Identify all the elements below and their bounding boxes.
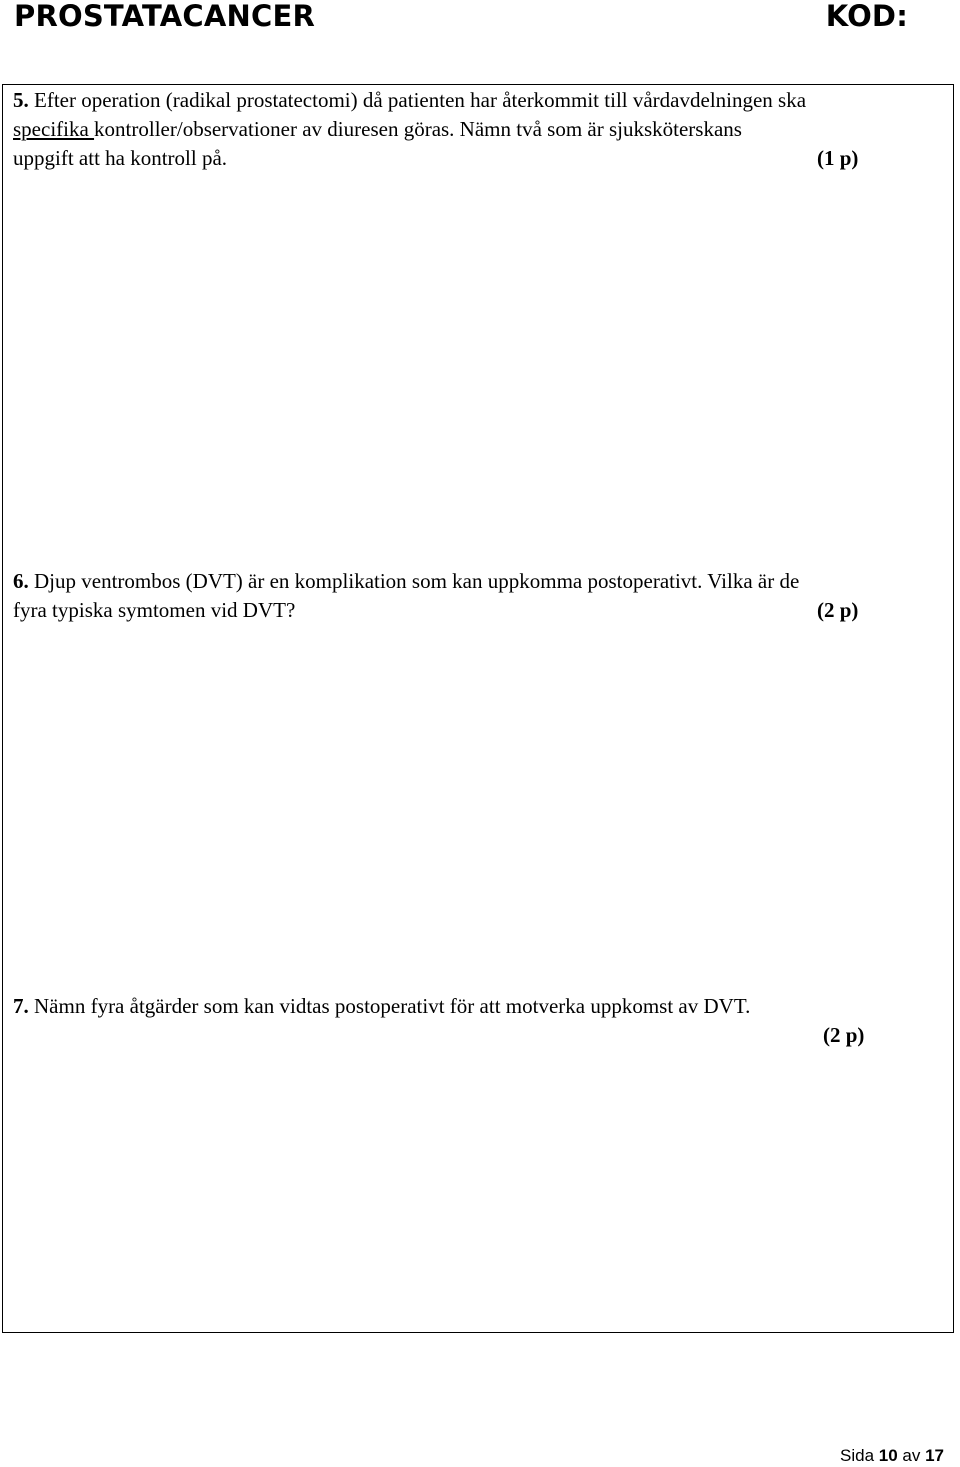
question-points: (1 p) [817,146,859,170]
question-5 [13,86,943,173]
underlined-word: specifika [13,117,95,141]
question-text: kontroller/observationer av diuresen göras. Nämn två som är sjuksköterskans [94,117,742,141]
current-page: 10 [878,1446,898,1465]
question-5-line-2 [13,115,943,144]
question-6 [13,567,943,625]
footer-prefix: Sida [840,1446,879,1465]
exam-subject: PROSTATACANCER [14,0,316,33]
page-header [14,0,908,34]
question-text: Djup ventrombos (DVT) är en komplikation som kan uppkomma postoperativt. Vilka är de [34,569,800,593]
code-label: KOD: [825,0,908,33]
footer-middle: av [897,1446,926,1465]
question-7 [13,992,943,1047]
question-text: Efter operation (radikal prostatectomi) då patienten har återkommit till vårdavdelningen ska [34,88,807,112]
answer-box [2,84,954,1333]
question-number: 7. [13,994,29,1018]
question-5-line-3: uppgift att ha kontroll på. [13,146,228,170]
question-6-line-2: fyra typiska symtomen vid DVT? [13,598,296,622]
question-number: 6. [13,569,29,593]
question-number: 5. [13,88,29,112]
question-points: (2 p) [823,1023,865,1047]
total-pages: 17 [925,1446,944,1465]
question-points: (2 p) [817,598,859,622]
question-text: Nämn fyra åtgärder som kan vidtas postoperativt för att motverka uppkomst av DVT. [34,994,751,1018]
question-7-line-1 [13,992,943,1021]
question-5-line-1 [13,86,943,115]
question-6-line-1 [13,567,943,596]
page-footer [840,1446,944,1466]
